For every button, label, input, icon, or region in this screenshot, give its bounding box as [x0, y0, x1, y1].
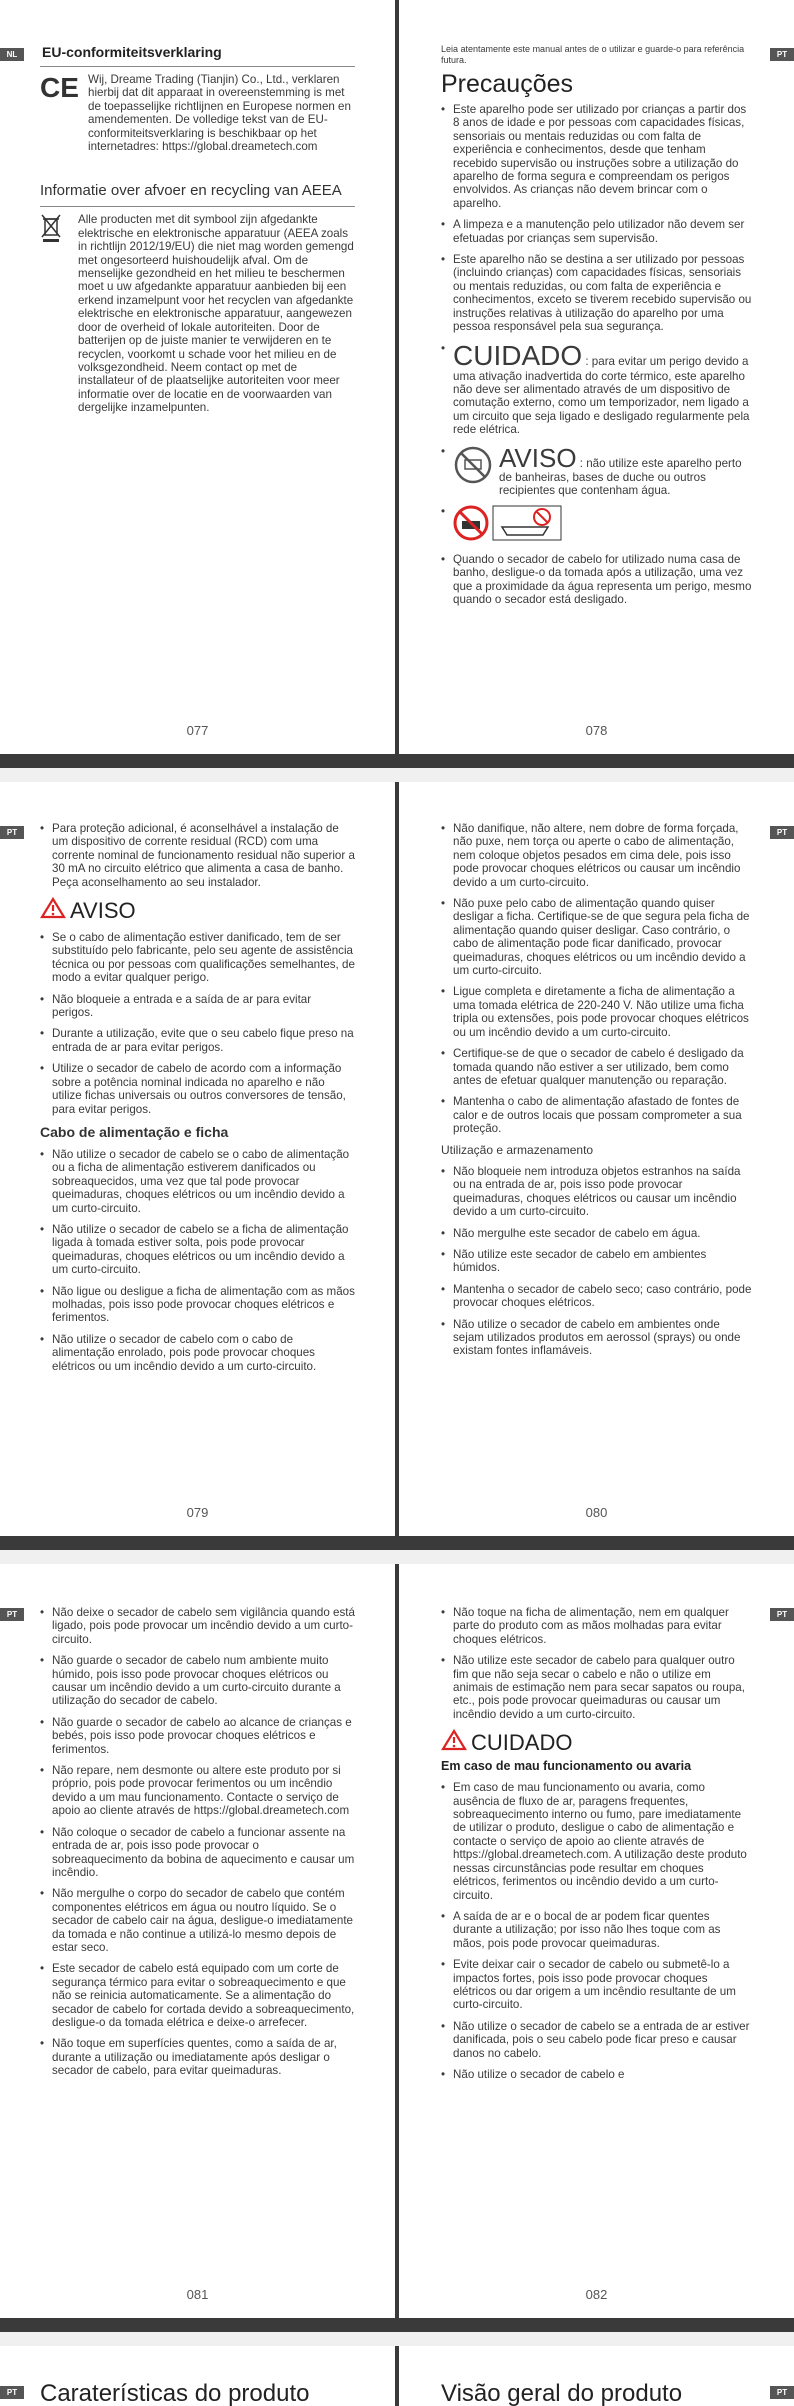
list-item-cuidado	[441, 339, 752, 437]
language-tag: PT	[770, 826, 794, 839]
weee-text: Alle producten met dit symbool zijn afgedankte elektrische en elektronische apparatuur (AEEA zoals in richtlijn 2012/19/EU) die niet mag worden gemengd met ongesorteerd huishoudelijk afval. Om de menselijke gezondheid en het milieu te beschermen moet u uw afgedankte apparatuur aanbieden bij een erkend inzamelpunt voor het recyclen van afgedankte elektrische en elektronische apparatuur, aangewezen door de overheid of lokale autoriteiten. Door de batterijen op de juiste manier te verwijderen en te recyclen, voorkomt u schade voor het milieu en de volksgezondheid. Neem contact op met de installateur of de plaatselijke autoriteiten voor meer informatie over de locatie en de voorwaarden van dergelijke inzamelpunten.	[78, 213, 354, 415]
spread-3	[0, 1564, 794, 2332]
section-title: Caraterísticas do produto	[40, 2380, 310, 2406]
aviso-word: AVISO	[499, 442, 577, 473]
list	[441, 822, 752, 1136]
precautions-list	[441, 103, 752, 606]
section-title: Visão geral do produto	[441, 2380, 683, 2406]
list-item: • Mantenha o secador de cabelo seco; caso contrário, pode provocar choques elétricos.	[441, 1283, 752, 1310]
language-tag: PT	[770, 1608, 794, 1621]
list	[40, 822, 355, 889]
list-item: • Não deixe o secador de cabelo sem vigilância quando está ligado, pois pode provocar um incêndio devido a um curto-circuito.	[40, 1606, 355, 1646]
list-item: • A limpeza e a manutenção pelo utilizador não devem ser efetuadas por crianças sem supervisão.	[441, 218, 752, 245]
page-079	[0, 782, 395, 1536]
page-078	[399, 0, 794, 754]
section-title: Precauções	[441, 70, 574, 98]
list-item: • Não bloqueie a entrada e a saída de ar para evitar perigos.	[40, 993, 355, 1020]
list-item: • Não danifique, não altere, nem dobre de forma forçada, não puxe, nem torça ou aperte o cabo de alimentação, nem coloque objetos pesados em cima dele, pois isso pode provocar choques elétricos ou causar um incêndio devido a um curto-circuito.	[441, 822, 752, 889]
list-item: • Não bloqueie nem introduza objetos estranhos na saída ou na entrada de ar, pois isso pode provocar queimaduras, choques elétricos ou causar um incêndio devido a um curto-circuito.	[441, 1165, 752, 1219]
list-item: • Não utilize o secador de cabelo com o cabo de alimentação enrolado, pois pode provocar choques elétricos ou um incêndio devido a um curto-circuito.	[40, 1333, 355, 1373]
language-tag: PT	[0, 826, 24, 839]
aviso-text: : não utilize este aparelho perto de banheiras, bases de duche ou outros recipientes que contenham água.	[499, 456, 742, 497]
page-number: 078	[585, 723, 608, 738]
page-number: 082	[585, 2287, 608, 2302]
subsection-title: Cabo de alimentação e ficha	[40, 1123, 229, 1140]
cable-list	[40, 1148, 355, 1373]
no-bathtub-icon	[453, 531, 492, 544]
language-tag: PT	[770, 48, 794, 61]
water-warning-icon	[492, 531, 562, 544]
warning-icons	[441, 505, 752, 544]
divider	[40, 66, 355, 67]
list-item: • Para proteção adicional, é aconselhável a instalação de um dispositivo de corrente residual (RCD) com uma corrente nominal de funcionamento residual não superior a 30 mA no circuito elétrico que alimenta a casa de banho. Peça aconselhamento ao seu instalador.	[40, 822, 355, 889]
aviso-row	[453, 442, 752, 498]
ce-block	[40, 73, 355, 153]
page-084	[399, 2346, 794, 2406]
divider	[40, 206, 355, 207]
list-item: • Não toque em superfícies quentes, como a saída de ar, durante a utilização ou imediatamente após desligar o secador de cabelo, para evitar queimaduras.	[40, 2037, 355, 2077]
no-water-icon	[453, 445, 493, 488]
cuidado-label: CUIDADO	[471, 1730, 573, 1756]
spread-1	[0, 0, 794, 768]
list-item: • Não utilize o secador de cabelo em ambientes onde sejam utilizados produtos em aerossol (sprays) ou onde existam fontes inflamáveis.	[441, 1318, 752, 1358]
list-item: • Não coloque o secador de cabelo a funcionar assente na entrada de ar, pois isso pode provocar o sobreaquecimento da bobina de aquecimento e causar um incêndio.	[40, 1826, 355, 1880]
subsection-title: Utilização e armazenamento	[441, 1142, 594, 1157]
page-081	[0, 1564, 395, 2318]
list-item: • Em caso de mau funcionamento ou avaria, como ausência de fluxo de ar, paragens frequentes, sobreaquecimento interno ou fumo, pare imediatamente de utilizar o produto, desligue o cabo de alimentação e contacte o serviço de apoio ao cliente através de https://global.dreametech.com. A utilização deste produto nessas circunstâncias pode resultar em choques elétricos, ferimentos ou incêndio devido a um curto-circuito.	[441, 1781, 752, 1902]
list-item: • Não utilize o secador de cabelo se o cabo de alimentação ou a ficha de alimentação estiverem danificados ou sobreaquecidos, uma vez que tal pode provocar queimaduras, choques elétricos ou um incêndio devido a um curto-circuito.	[40, 1148, 355, 1215]
page-number: 081	[186, 2287, 209, 2302]
page-bottom-bar	[0, 1536, 794, 1550]
warning-triangle-icon	[441, 1729, 467, 1757]
list-item: • Evite deixar cair o secador de cabelo ou submetê-lo a impactos fortes, pois isso pode provocar choques elétricos ou dar origem a um incêndio resultante de um curto-circuito.	[441, 1958, 752, 2012]
aviso-list	[40, 931, 355, 1116]
page-number: 077	[186, 723, 209, 738]
language-tag: PT	[0, 2386, 24, 2399]
weee-title: Informatie over afvoer en recycling van AEEA	[40, 182, 342, 200]
list-item: • Ligue completa e diretamente a ficha de alimentação a uma tomada elétrica de 220-240 V. Não utilize uma ficha tripla ou extensões, pois pode provocar choques elétricos ou um incêndio devido a um curto-circuito.	[441, 985, 752, 1039]
list-item: • Este secador de cabelo está equipado com um corte de segurança térmico para evitar o sobreaquecimento e que não se reinicia automaticamente. Se a alimentação do secador de cabelo for cortada devido a sobreaquecimento, desligue-o da tomada elétrica e deixe-o arrefecer.	[40, 1962, 355, 2029]
ce-text: Wij, Dreame Trading (Tianjin) Co., Ltd., verklaren hierbij dat dit apparaat in overeenstemming is met de toepasselijke richtlijnen en Europese normen en amendementen. De volledige tekst van de EU-conformiteitsverklaring is beschikbaar op het internetadres: https://global.dreametech.com	[88, 73, 351, 154]
subsection-title: Em caso de mau funcionamento ou avaria	[441, 1759, 692, 1774]
cuidado-heading	[441, 1729, 752, 1757]
language-tag: PT	[770, 2386, 794, 2399]
list-item: • Não guarde o secador de cabelo ao alcance de crianças e bebés, pois isso pode provocar choques elétricos e ferimentos.	[40, 1716, 355, 1756]
page-082	[399, 1564, 794, 2318]
aviso-label: AVISO	[70, 898, 136, 924]
list-item: • Durante a utilização, evite que o seu cabelo fique preso na entrada de ar para evitar perigos.	[40, 1027, 355, 1054]
spread-gap	[0, 1550, 794, 1564]
list-item: • Não guarde o secador de cabelo num ambiente muito húmido, pois isso pode provocar choques elétricos ou causar um incêndio devido a um curto-circuito durante a utilização do secador de cabelo.	[40, 1654, 355, 1708]
list-item: • Não mergulhe este secador de cabelo em água.	[441, 1227, 752, 1240]
list-item: • Quando o secador de cabelo for utilizado numa casa de banho, desligue-o da tomada após a utilização, uma vez que a proximidade da água representa um perigo, mesmo quando o secador está desligado.	[441, 553, 752, 607]
aviso-heading	[40, 897, 355, 925]
spread-4	[0, 2346, 794, 2406]
spread-2	[0, 782, 794, 1550]
crossed-bin-icon	[40, 213, 66, 248]
list-item: • Utilize o secador de cabelo de acordo com a informação sobre a potência nominal indicada no aparelho e não utilize fichas universais ou outros conversores de tensão, para evitar perigos.	[40, 1062, 355, 1116]
ce-title: EU-conformiteitsverklaring	[42, 44, 222, 60]
list-item: • Não utilize o secador de cabelo e	[441, 2068, 752, 2081]
list-item: • Se o cabo de alimentação estiver danificado, tem de ser substituído pelo fabricante, pelo seu agente de assistência técnica ou por pessoas com qualificações semelhantes, de modo a evitar qualquer perigo.	[40, 931, 355, 985]
spread-gap	[0, 768, 794, 782]
page-number: 079	[186, 1505, 209, 1520]
list	[40, 1606, 355, 2078]
page-bottom-bar	[0, 754, 794, 768]
ce-mark-icon: CE	[40, 72, 79, 103]
page-083	[0, 2346, 395, 2406]
list	[441, 1606, 752, 1721]
page-077	[0, 0, 395, 754]
page-bottom-bar	[0, 2318, 794, 2332]
list-item: • Este aparelho não se destina a ser utilizado por pessoas (incluindo crianças) com capacidades físicas, sensoriais ou mentais reduzidas, ou com falta de experiência e conhecimentos, exceto se tiverem recebido supervisão ou instruções relativas à utilização do aparelho por uma pessoa responsável pela sua segurança.	[441, 253, 752, 333]
language-tag: PT	[0, 1608, 24, 1621]
list-item: • Mantenha o cabo de alimentação afastado de fontes de calor e de outros locais que possam comprometer a sua proteção.	[441, 1095, 752, 1135]
list-item: • Este aparelho pode ser utilizado por crianças a partir dos 8 anos de idade e por pessoas com capacidades físicas, sensoriais ou mentais reduzidas ou com falta de experiência e conhecimentos, desde que tenham recebido supervisão ou instruções sobre a utilização do aparelho de forma segura e compreendam os perigos envolvidos. As crianças não devem brincar com o aparelho.	[441, 103, 752, 210]
spread-gap	[0, 2332, 794, 2346]
list-item: • Não mergulhe o corpo do secador de cabelo que contém componentes elétricos em água ou noutro líquido. Se o secador de cabelo cair na água, desligue-o imediatamente da tomada e não continue a utilizá-lo mesmo depois de estar seco.	[40, 1887, 355, 1954]
list-item: • Não puxe pelo cabo de alimentação quando quiser desligar a ficha. Certifique-se de que segura pela ficha de alimentação quando quiser desligar. Caso contrário, o cabo de alimentação pode ficar danificado, provocar queimaduras, choques elétricos ou um incêndio devido a um curto-circuito.	[441, 897, 752, 977]
cuidado-text: : para evitar um perigo devido a uma ativação inadvertida do corte térmico, este aparelho não deve ser alimentado através de um dispositivo de comutação externo, como um temporizador, nem ligado a um circuito que seja ligado e desligado regularmente pela rede elétrica.	[453, 354, 750, 437]
page-080	[399, 782, 794, 1536]
list-item: • Não ligue ou desligue a ficha de alimentação com as mãos molhadas, pois isso pode provocar choques elétricos e ferimentos.	[40, 1285, 355, 1325]
list-item: • Não toque na ficha de alimentação, nem em qualquer parte do produto com as mãos molhadas para evitar choques elétricos.	[441, 1606, 752, 1646]
malfunction-list	[441, 1781, 752, 2081]
list-item: • Não utilize este secador de cabelo em ambientes húmidos.	[441, 1248, 752, 1275]
warning-triangle-icon	[40, 897, 66, 925]
list-item: • Certifique-se de que o secador de cabelo é desligado da tomada quando não estiver a ser utilizado, bem como antes de efetuar qualquer manutenção ou reparação.	[441, 1047, 752, 1087]
cuidado-word: CUIDADO	[453, 339, 583, 371]
list-item: • Não utilize o secador de cabelo se a entrada de ar estiver danificada, pois o seu cabelo pode ficar preso e causar danos no cabelo.	[441, 2020, 752, 2060]
list-item: • Não utilize este secador de cabelo para qualquer outro fim que não seja secar o cabelo e não o utilize em animais de estimação nem para secar sapatos ou roupa, etc., pois pode provocar queimaduras ou causar um incêndio devido a um curto-circuito.	[441, 1654, 752, 1721]
intro-text: Leia atentamente este manual antes de o utilizar e guarde-o para referência futura.	[441, 44, 745, 65]
language-tag: NL	[0, 48, 24, 61]
list-item-aviso	[441, 442, 752, 498]
page-number: 080	[585, 1505, 608, 1520]
list-item: • Não utilize o secador de cabelo se a ficha de alimentação ligada à tomada estiver solta, pois pode provocar queimaduras, choques elétricos ou um incêndio devido a um curto-circuito.	[40, 1223, 355, 1277]
list-item: • A saída de ar e o bocal de ar podem ficar quentes durante a utilização; por isso não lhes toque com as mãos, pois pode provocar queimaduras.	[441, 1910, 752, 1950]
storage-list	[441, 1165, 752, 1358]
weee-block	[40, 213, 355, 414]
list-item: • Não repare, nem desmonte ou altere este produto por si próprio, pois pode provocar ferimentos ou um incêndio devido a um mau funcionamento. Contacte o serviço de apoio ao cliente através de https://global.dreametech.com	[40, 1764, 355, 1818]
